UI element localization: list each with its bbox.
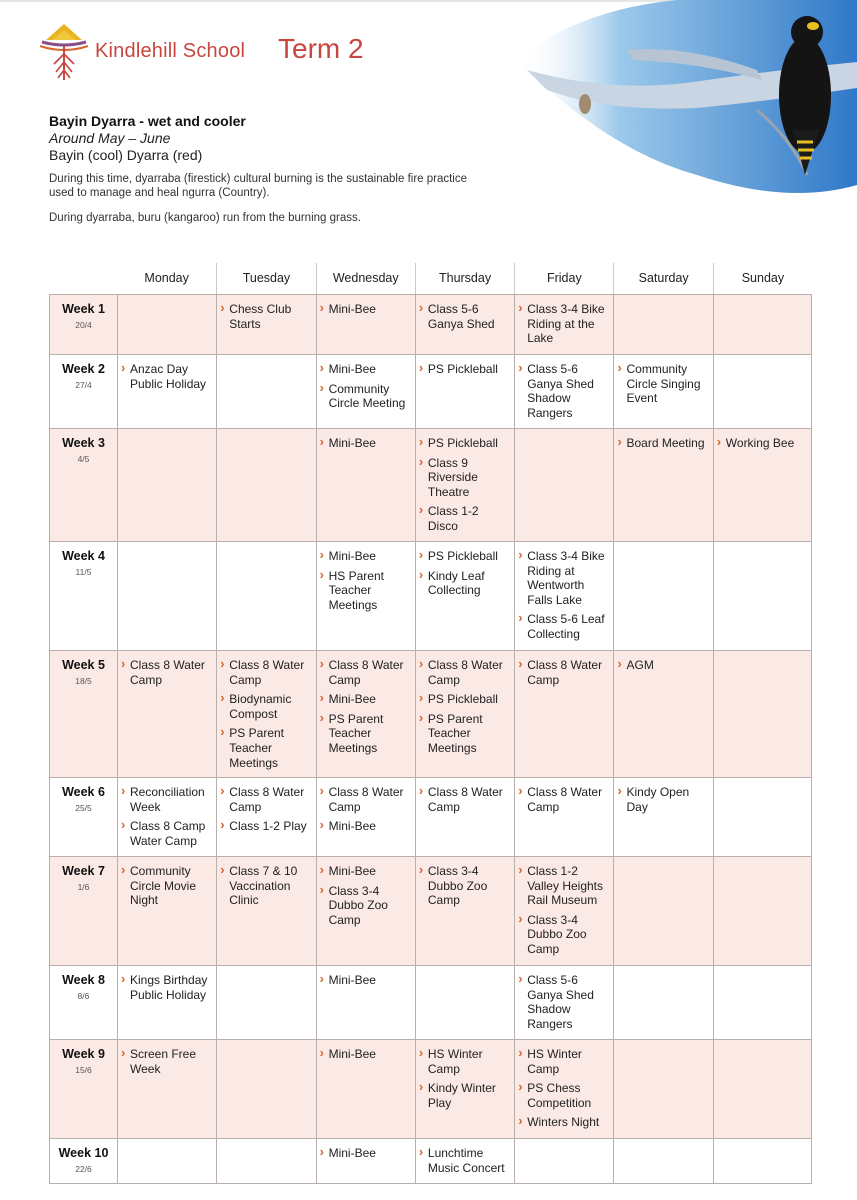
event-item: › Reconciliation Week — [120, 785, 212, 814]
day-cell-saturday — [614, 295, 713, 354]
day-header-monday: Monday — [144, 271, 189, 285]
event-item: › Screen Free Week — [120, 1047, 212, 1076]
event-item: › Kindy Open Day — [616, 785, 708, 814]
day-cell-friday — [515, 857, 614, 965]
season-intro — [49, 113, 469, 225]
event-item: › Class 3-4 Bike Riding at Wentworth Falls Lake — [517, 549, 609, 607]
school-logo-icon — [38, 22, 90, 84]
week-name: Week 6 — [62, 785, 105, 799]
event-item: › Class 3-4 Dubbo Zoo Camp — [418, 864, 510, 908]
day-cell-thursday — [416, 966, 515, 1039]
event-item: › Mini-Bee — [319, 1047, 411, 1062]
day-cell-tuesday — [217, 355, 316, 428]
event-item: › Anzac Day Public Holiday — [120, 362, 212, 391]
day-cell-friday — [515, 966, 614, 1039]
day-cell-sunday — [714, 966, 813, 1039]
event-item: › AGM — [616, 658, 708, 673]
calendar-body — [49, 294, 812, 1184]
day-cell-monday — [118, 355, 217, 428]
day-cell-tuesday — [217, 857, 316, 965]
day-cell-sunday — [714, 778, 813, 856]
week-name: Week 1 — [62, 302, 105, 316]
week-date: 18/5 — [75, 676, 92, 686]
event-item: › Community Circle Singing Event — [616, 362, 708, 406]
day-cell-sunday — [714, 542, 813, 650]
day-cell-saturday — [614, 857, 713, 965]
week-name: Week 5 — [62, 658, 105, 672]
day-header-thursday: Thursday — [415, 263, 514, 294]
week-name: Week 7 — [62, 864, 105, 878]
day-cell-wednesday — [317, 355, 416, 428]
day-cell-tuesday — [217, 542, 316, 650]
week-date: 15/6 — [75, 1065, 92, 1075]
week-row — [50, 295, 811, 355]
event-item: › Class 8 Water Camp — [120, 658, 212, 687]
day-cell-saturday — [614, 429, 713, 541]
day-cell-saturday — [614, 966, 713, 1039]
event-item: › Class 8 Water Camp — [418, 785, 510, 814]
week-name: Week 4 — [62, 549, 105, 563]
day-cell-wednesday — [317, 966, 416, 1039]
event-item: › Mini-Bee — [319, 302, 411, 317]
day-header-saturday: Saturday — [613, 263, 712, 294]
day-cell-friday — [515, 542, 614, 650]
day-cell-wednesday — [317, 1139, 416, 1183]
day-cell-sunday — [714, 1040, 813, 1138]
week-date: 4/5 — [77, 454, 90, 464]
day-cell-tuesday — [217, 651, 316, 777]
day-cell-sunday — [714, 429, 813, 541]
event-item: › Chess Club Starts — [219, 302, 311, 331]
day-cell-saturday — [614, 651, 713, 777]
day-cell-tuesday — [217, 1139, 316, 1183]
event-item: › Community Circle Movie Night — [120, 864, 212, 908]
day-cell-sunday — [714, 857, 813, 965]
event-item: › Class 8 Camp Water Camp — [120, 819, 212, 848]
day-cell-monday — [118, 429, 217, 541]
week-row — [50, 857, 811, 966]
week-name: Week 8 — [62, 973, 105, 987]
day-cell-thursday — [416, 542, 515, 650]
season-title: Bayin Dyarra - wet and cooler — [49, 113, 246, 129]
season-subtitle: Around May – June — [49, 130, 171, 146]
day-cell-sunday — [714, 651, 813, 777]
event-item: › Mini-Bee — [319, 973, 411, 988]
week-label-cell — [50, 651, 118, 777]
black-cockatoo-artwork — [457, 0, 857, 205]
week-name: Week 10 — [58, 1146, 109, 1160]
event-item: › PS Pickleball — [418, 549, 510, 564]
day-cell-monday — [118, 1040, 217, 1138]
event-item: › Mini-Bee — [319, 436, 411, 451]
day-cell-wednesday — [317, 857, 416, 965]
event-item: › Biodynamic Compost — [219, 692, 311, 721]
event-item: › Class 3-4 Bike Riding at the Lake — [517, 302, 609, 346]
week-label-cell — [50, 355, 118, 428]
day-cell-thursday — [416, 651, 515, 777]
day-cell-monday — [118, 966, 217, 1039]
event-item: › Class 5-6 Ganya Shed Shadow Rangers — [517, 973, 609, 1031]
event-item: › Class 3-4 Dubbo Zoo Camp — [319, 884, 411, 928]
day-cell-saturday — [614, 1139, 713, 1183]
event-item: › HS Winter Camp — [517, 1047, 609, 1076]
event-item: › Working Bee — [716, 436, 809, 451]
week-row — [50, 1139, 811, 1184]
day-cell-tuesday — [217, 295, 316, 354]
day-cell-saturday — [614, 542, 713, 650]
week-label-cell — [50, 1139, 118, 1183]
event-item: › HS Winter Camp — [418, 1047, 510, 1076]
week-label-cell — [50, 295, 118, 354]
event-item: › Mini-Bee — [319, 692, 411, 707]
day-header-friday: Friday — [514, 263, 613, 294]
day-cell-thursday — [416, 295, 515, 354]
event-item: › Class 8 Water Camp — [517, 785, 609, 814]
day-cell-thursday — [416, 429, 515, 541]
event-item: › Mini-Bee — [319, 1146, 411, 1161]
intro-paragraph: During dyarraba, buru (kangaroo) run from the burning grass. — [49, 212, 361, 224]
day-cell-monday — [118, 542, 217, 650]
day-header-tuesday: Tuesday — [216, 263, 315, 294]
event-item: › Class 1-2 Valley Heights Rail Museum — [517, 864, 609, 908]
day-cell-friday — [515, 429, 614, 541]
day-cell-friday — [515, 778, 614, 856]
event-item: › HS Parent Teacher Meetings — [319, 569, 411, 613]
day-cell-friday — [515, 295, 614, 354]
event-item: › Winters Night — [517, 1115, 609, 1130]
event-item: › Kindy Winter Play — [418, 1081, 510, 1110]
event-item: › PS Pickleball — [418, 362, 510, 377]
event-item: › Class 1-2 Play — [219, 819, 311, 834]
event-item: › Class 7 & 10 Vaccination Clinic — [219, 864, 311, 908]
day-cell-thursday — [416, 857, 515, 965]
term-title: Term 2 — [278, 33, 364, 64]
event-item: › Lunchtime Music Concert — [418, 1146, 510, 1175]
day-cell-thursday — [416, 1040, 515, 1138]
term-calendar — [49, 263, 812, 1184]
day-cell-wednesday — [317, 651, 416, 777]
event-item: › Class 5-6 Ganya Shed Shadow Rangers — [517, 362, 609, 420]
day-cell-tuesday — [217, 1040, 316, 1138]
day-cell-wednesday — [317, 295, 416, 354]
week-date: 22/6 — [75, 1164, 92, 1174]
event-item: › Class 9 Riverside Theatre — [418, 456, 510, 500]
week-row — [50, 651, 811, 778]
day-cell-monday — [118, 857, 217, 965]
week-date: 20/4 — [75, 320, 92, 330]
day-cell-friday — [515, 1040, 614, 1138]
week-row — [50, 1040, 811, 1139]
event-item: › Board Meeting — [616, 436, 708, 451]
week-row — [50, 966, 811, 1040]
event-item: › Class 8 Water Camp — [219, 658, 311, 687]
week-row — [50, 542, 811, 651]
day-cell-tuesday — [217, 778, 316, 856]
event-item: › Mini-Bee — [319, 362, 411, 377]
week-label-cell — [50, 542, 118, 650]
week-name: Week 2 — [62, 362, 105, 376]
school-name: Kindlehill School — [95, 40, 246, 62]
day-cell-thursday — [416, 355, 515, 428]
week-label-cell — [50, 857, 118, 965]
event-item: › PS Chess Competition — [517, 1081, 609, 1110]
day-header-sunday: Sunday — [713, 263, 812, 294]
day-cell-monday — [118, 651, 217, 777]
week-label-cell — [50, 778, 118, 856]
intro-paragraph: During this time, dyarraba (firestick) cultural burning is the sustainable fire practice used to manage and heal ngurra (Country). — [49, 173, 468, 199]
week-date: 27/4 — [75, 380, 92, 390]
day-cell-wednesday — [317, 429, 416, 541]
day-cell-sunday — [714, 355, 813, 428]
event-item: › Class 5-6 Leaf Collecting — [517, 612, 609, 641]
day-cell-wednesday — [317, 778, 416, 856]
day-cell-monday — [118, 1139, 217, 1183]
event-item: › Class 8 Water Camp — [418, 658, 510, 687]
day-cell-sunday — [714, 295, 813, 354]
week-label-cell — [50, 1040, 118, 1138]
event-item: › PS Pickleball — [418, 692, 510, 707]
day-cell-friday — [515, 1139, 614, 1183]
season-names: Bayin (cool) Dyarra (red) — [49, 147, 203, 163]
week-label-cell — [50, 429, 118, 541]
event-item: › Mini-Bee — [319, 819, 411, 834]
event-item: › PS Parent Teacher Meetings — [319, 712, 411, 756]
day-cell-sunday — [714, 1139, 813, 1183]
day-header-row — [117, 263, 812, 294]
week-date: 25/5 — [75, 803, 92, 813]
week-name: Week 9 — [62, 1047, 105, 1061]
event-item: › Class 3-4 Dubbo Zoo Camp — [517, 913, 609, 957]
day-cell-friday — [515, 355, 614, 428]
event-item: › Class 5-6 Ganya Shed — [418, 302, 510, 331]
event-item: › Community Circle Meeting — [319, 382, 411, 411]
event-item: › Class 8 Water Camp — [517, 658, 609, 687]
day-cell-wednesday — [317, 1040, 416, 1138]
week-date: 1/6 — [77, 882, 90, 892]
week-date: 11/5 — [75, 567, 92, 577]
day-cell-saturday — [614, 355, 713, 428]
day-cell-wednesday — [317, 542, 416, 650]
event-item: › PS Parent Teacher Meetings — [219, 726, 311, 770]
week-row — [50, 355, 811, 429]
day-header-wednesday: Wednesday — [316, 263, 415, 294]
day-cell-saturday — [614, 778, 713, 856]
event-item: › PS Pickleball — [418, 436, 510, 451]
event-item: › Class 8 Water Camp — [219, 785, 311, 814]
day-cell-tuesday — [217, 429, 316, 541]
event-item: › Class 1-2 Disco — [418, 504, 510, 533]
week-date: 8/6 — [77, 991, 90, 1001]
week-name: Week 3 — [62, 436, 105, 450]
day-cell-monday — [118, 778, 217, 856]
day-cell-friday — [515, 651, 614, 777]
event-item: › Kings Birthday Public Holiday — [120, 973, 212, 1002]
event-item: › Mini-Bee — [319, 864, 411, 879]
week-row — [50, 429, 811, 542]
event-item: › PS Parent Teacher Meetings — [418, 712, 510, 756]
day-cell-monday — [118, 295, 217, 354]
event-item: › Kindy Leaf Collecting — [418, 569, 510, 598]
week-row — [50, 778, 811, 857]
day-cell-saturday — [614, 1040, 713, 1138]
day-cell-thursday — [416, 778, 515, 856]
week-label-cell — [50, 966, 118, 1039]
event-item: › Class 8 Water Camp — [319, 658, 411, 687]
day-cell-tuesday — [217, 966, 316, 1039]
event-item: › Mini-Bee — [319, 549, 411, 564]
day-cell-thursday — [416, 1139, 515, 1183]
event-item: › Class 8 Water Camp — [319, 785, 411, 814]
